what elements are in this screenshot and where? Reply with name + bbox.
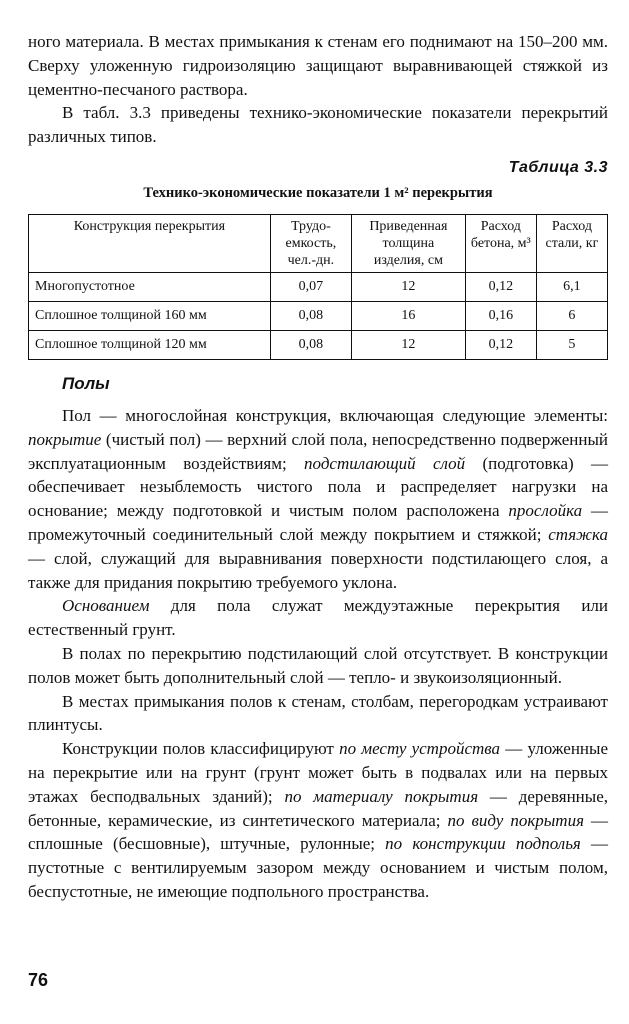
table-cell: Сплошное толщиной 160 мм xyxy=(29,301,271,330)
body-paragraph-4: В местах примыкания полов к стенам, столбам, перегородкам устраивают плинтусы. xyxy=(28,691,608,735)
col-header-thickness: Приведенная толщина изделия, см xyxy=(352,214,466,272)
intro-paragraph-1: ного материала. В местах примыкания к стенам его поднимают на 150–200 мм. Сверху уложенную гидроизоляцию защищают выравнивающей стяжкой из цементно-песчаного раствора. xyxy=(28,32,608,99)
term-osnovanie: Основанием xyxy=(62,596,150,616)
table-cell: 0,08 xyxy=(270,301,351,330)
table-cell: 0,08 xyxy=(270,330,351,359)
col-header-steel: Расход стали, кг xyxy=(536,214,607,272)
table-row xyxy=(29,330,608,359)
term-po-mestu: по месту устройства xyxy=(339,739,501,759)
table-cell: 0,07 xyxy=(270,272,351,301)
term-podstilayushchiy-sloy: подстилающий слой xyxy=(304,453,466,473)
page-content xyxy=(28,30,608,904)
col-header-concrete: Расход бетона, м³ xyxy=(465,214,536,272)
body-paragraph-2: Основанием для пола служат междуэтажные перекрытия или естественный грунт. xyxy=(28,596,608,640)
term-prosloyka: прослойка xyxy=(508,501,583,521)
body-paragraph-5: Конструкции полов классифицируют по месту устройства — уложенные на перекрытие или на грунт (грунт может быть в подвалах или на первых этажах бесподвальных зданий); по материалу покрытия — деревянные, бетонные, керамические, из синтетического материала; по виду покрытия — сплошные (бесшовные), штучные, рулонные; по конструкции подполья — пустотные с вентилируемым зазором между основанием и чистым полом, беспустотные, не имеющие подпольного пространства. xyxy=(28,739,609,901)
table-row xyxy=(29,272,608,301)
term-styazhka: стяжка xyxy=(548,524,608,544)
table-cell: 12 xyxy=(352,330,466,359)
term-po-materialu: по материалу покрытия xyxy=(284,786,479,806)
table-cell: 6 xyxy=(536,301,607,330)
col-header-construction: Конструкция перекрытия xyxy=(29,214,271,272)
tech-econ-table xyxy=(28,214,608,360)
table-cell: 0,12 xyxy=(465,330,536,359)
term-po-vidu: по виду покрытия xyxy=(447,810,584,830)
table-cell: Многопустотное xyxy=(29,272,271,301)
table-cell: 5 xyxy=(536,330,607,359)
body-paragraph-1: Пол — многослойная конструкция, включающая следующие элементы: покрытие (чистый пол) — верхний слой пола, непосредственно подверженный эксплуатационным воздействиям; подстилающий слой (подготовка) — обеспечивает незыблемость чистого пола и распределяет нагрузки на основание; между подготовкой и чистым полом расположена прослойка — промежуточный соединительный слой между покрытием и стяжкой; стяжка — слой, служащий для выравнивания поверхности подстилающего слоя, а также для придания покрытию требуемого уклона. xyxy=(28,405,608,592)
table-cell: 0,16 xyxy=(465,301,536,330)
section-heading: Полы xyxy=(62,373,110,393)
term-po-konstruktsii: по конструкции подполья xyxy=(385,834,581,854)
table-cell: Сплошное толщиной 120 мм xyxy=(29,330,271,359)
term-pokrytie: покрытие xyxy=(28,429,102,449)
body-paragraph-3: В полах по перекрытию подстилающий слой отсутствует. В конструкции полов может быть дополнительный слой — тепло- и звукоизоляционный. xyxy=(28,643,608,687)
table-title: Технико-экономические показатели 1 м² перекрытия xyxy=(143,184,493,201)
page-number: 76 xyxy=(28,970,49,990)
intro-paragraph-2: В табл. 3.3 приведены технико-экономические показатели перекрытий различных типов. xyxy=(28,103,608,147)
table-row xyxy=(29,301,608,330)
col-header-labor: Трудо-емкость, чел.-дн. xyxy=(270,214,351,272)
table-cell: 12 xyxy=(352,272,466,301)
table-label: Таблица 3.3 xyxy=(508,158,608,176)
table-cell: 0,12 xyxy=(465,272,536,301)
table-cell: 16 xyxy=(352,301,466,330)
table-header-row xyxy=(29,214,608,272)
table-cell: 6,1 xyxy=(536,272,607,301)
